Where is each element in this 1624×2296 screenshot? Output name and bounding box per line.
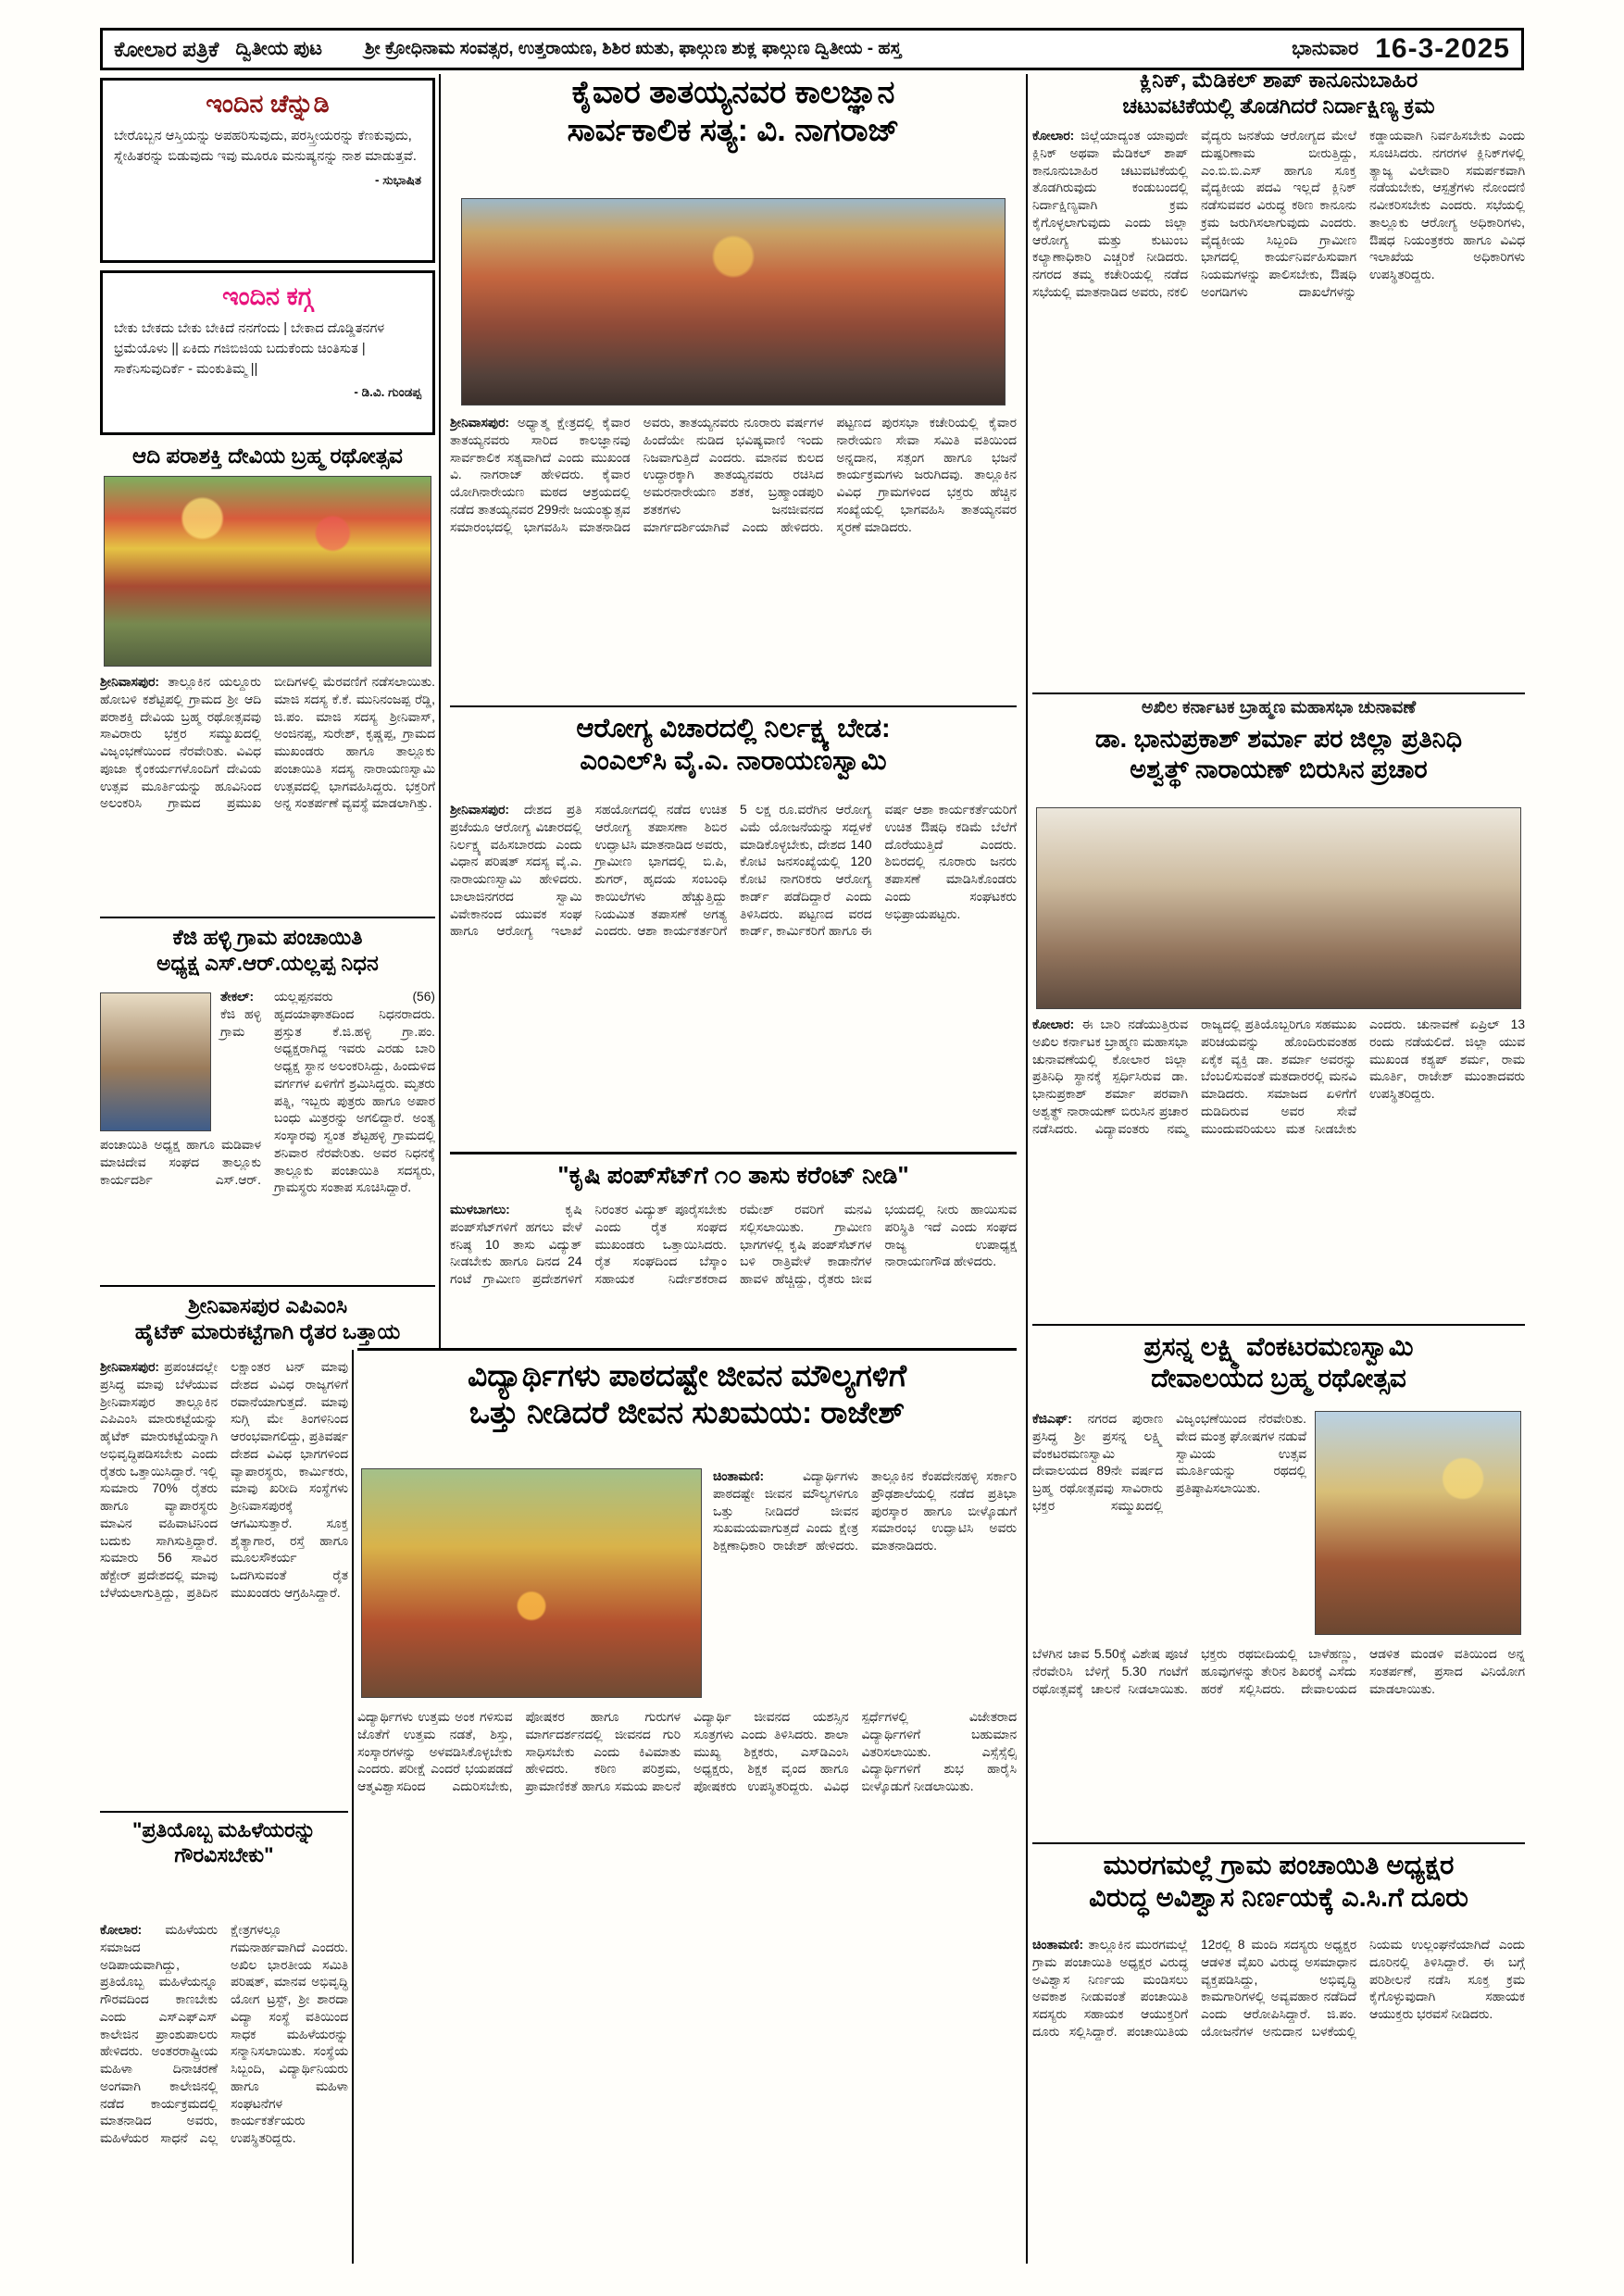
pump-dateline: ಮುಳಬಾಗಲು: <box>450 1203 510 1217</box>
day-label: ಭಾನುವಾರ <box>1292 38 1359 59</box>
students-body-side <box>713 1468 1017 1698</box>
column-divider <box>352 1350 354 2264</box>
paper-name: ಕೋಲಾರ ಪತ್ರಿಕೆ <box>114 36 219 61</box>
sharma-headline-line1: ಡಾ. ಭಾನುಪ್ರಕಾಶ್ ಶರ್ಮಾ ಪರ ಜಿಲ್ಲಾ ಪ್ರತಿನಿಧಿ <box>1094 725 1463 753</box>
women-text: ಮಹಿಳೆಯರು ಸಮಾಜದ ಅಡಿಪಾಯವಾಗಿದ್ದು, ಪ್ರತಿಯೊಬ್ಬ ಮಹಿಳೆಯನ್ನೂ ಗೌರವದಿಂದ ಕಾಣಬೇಕು ಎಂದು ಎಸ್‌ಎಫ್‌ಎಸ್ ಕಾಲೇಜಿನ ಪ್ರಾಂಶುಪಾಲರು ಹೇಳಿದರು. ಅಂತರರಾಷ್ಟ್ರೀಯ ಮಹಿಳಾ ದಿನಾಚರಣೆ ಅಂಗವಾಗಿ ಕಾಲೇಜಿನಲ್ಲಿ ನಡೆದ ಕಾರ್ಯಕ್ರಮದಲ್ಲಿ ಮಾತನಾಡಿದ ಅವರು, ಮಹಿಳೆಯರ ಸಾಧನೆ ಎಲ್ಲ ಕ್ಷೇತ್ರಗಳಲ್ಲೂ ಗಮನಾರ್ಹವಾಗಿದೆ ಎಂದರು. ಅಖಿಲ ಭಾರತೀಯ ಸಮಿತಿ ಪರಿಷತ್, ಮಾನವ ಅಭಿವೃದ್ಧಿ ಯೋಗ ಟ್ರಸ್ಟ್, ಶ್ರೀ ಶಾರದಾ ವಿದ್ಯಾ ಸಂಸ್ಥೆ ವತಿಯಿಂದ ಸಾಧಕ ಮಹಿಳೆಯರನ್ನು ಸನ್ಮಾನಿಸಲಾಯಿತು. ಸಂಸ್ಥೆಯ ಸಿಬ್ಬಂದಿ, ವಿದ್ಯಾರ್ಥಿನಿಯರು ಹಾಗೂ ಮಹಿಳಾ ಸಂಘಟನೆಗಳ ಕಾರ್ಯಕರ್ತೆಯರು ಉಪಸ್ಥಿತರಿದ್ದರು. <box>100 1923 348 2145</box>
kagga-body: ಬೇಕು ಬೇಕದು ಬೇಕು ಬೇಕಿದೆ ನನಗೆಂದು | ಬೇಕಾದ ದೊಡ್ಡಿತನಗಳ ಭ್ರಮೆಯೊಳು || ಏಕಿದು ಗಜಿಬಿಜಿಯ ಬದುಕೆಂದು ಚಿಂತಿಸುತ | ಸಾಕೆನಿಸುವುದಿರ್ಕೆ - ಮಂಕುತಿಮ್ಮ || <box>114 321 385 377</box>
adi-headline: ಆದಿ ಪರಾಶಕ್ತಿ ದೇವಿಯ ಬ್ರಹ್ಮ ರಥೋತ್ಸವ <box>132 443 403 468</box>
pump-headline: "ಕೃಷಿ ಪಂಪ್‌ಸೆಟ್‌ಗೆ ೧೦ ತಾಸು ಕರೆಂಟ್ ನೀಡಿ" <box>557 1161 909 1189</box>
chennudi-title: ಇಂದಿನ ಚೆನ್ನುಡಿ <box>206 90 330 118</box>
health-body <box>450 802 1017 1148</box>
column-divider <box>1026 74 1028 2264</box>
health-dateline: ಶ್ರೀನಿವಾಸಪುರ: <box>450 803 509 817</box>
chennudi-box <box>100 78 435 263</box>
health-headline-line2: ಎಂಎಲ್‌ಸಿ ವೈ.ಎ. ನಾರಾಯಣಸ್ವಾಮಿ <box>580 746 887 777</box>
sharma-body <box>1032 1017 1525 1320</box>
sharma-text: ಈ ಬಾರಿ ನಡೆಯುತ್ತಿರುವ ಅಖಿಲ ಕರ್ನಾಟಕ ಬ್ರಾಹ್ಮಣ ಮಹಾಸಭಾ ಚುನಾವಣೆಯಲ್ಲಿ ಕೋಲಾರ ಜಿಲ್ಲಾ ಪ್ರತಿನಿಧಿ ಸ್ಥಾನಕ್ಕೆ ಸ್ಪರ್ಧಿಸಿರುವ ಡಾ. ಭಾನುಪ್ರಕಾಶ್ ಶರ್ಮಾ ಪರವಾಗಿ ಅಶ್ವತ್ಥ್ ನಾರಾಯಣ್ ಬಿರುಸಿನ ಪ್ರಚಾರ ನಡೆಸಿದರು. ವಿದ್ಯಾವಂತರು ನಮ್ಮ ರಾಜ್ಯದಲ್ಲಿ ಪ್ರತಿಯೊಬ್ಬರಿಗೂ ಸಹಮುಖ ಪರಿಚಯವನ್ನು ಹೊಂದಿರುವಂತಹ ಏಕೈಕ ವ್ಯಕ್ತಿ ಡಾ. ಶರ್ಮಾ ಅವರನ್ನು ಬೆಂಬಲಿಸುವಂತೆ ಮತದಾರರಲ್ಲಿ ಮನವಿ ಮಾಡಿದರು. ಸಮಾಜದ ಏಳಿಗೆಗೆ ದುಡಿದಿರುವ ಅವರ ಸೇವೆ ಮುಂದುವರಿಯಲು ಮತ ನೀಡಬೇಕು ಎಂದರು. ಚುನಾವಣೆ ಏಪ್ರಿಲ್ 13 ರಂದು ನಡೆಯಲಿದೆ. ಜಿಲ್ಲಾ ಯುವ ಮುಖಂಡ ಕಶ್ಯಪ್ ಶರ್ಮ, ರಾಮ ಮೂರ್ತಿ, ರಾಜೇಶ್ ಮುಂತಾದವರು ಉಪಸ್ಥಿತರಿದ್ದರು. <box>1032 1017 1525 1136</box>
muragamalle-headline-line2: ವಿರುದ್ಧ ಅವಿಶ್ವಾಸ ನಿರ್ಣಯಕ್ಕೆ ಎ.ಸಿ.ಗೆ ದೂರು <box>1089 1883 1468 1914</box>
section-rule <box>1032 1324 1525 1326</box>
date-label: 16-3-2025 <box>1375 33 1510 64</box>
students-headline <box>357 1357 1017 1432</box>
rath-festival-photo <box>104 476 431 667</box>
kg-halli-headline-line1: ಕೆಜಿ ಹಳ್ಳಿ ಗ್ರಾಮ ಪಂಚಾಯಿತಿ <box>172 925 363 949</box>
muragamalle-headline-line1: ಮುರಗಮಲ್ಲೆ ಗ್ರಾಮ ಪಂಚಾಯಿತಿ ಅಧ್ಯಕ್ಷರ <box>1103 1851 1455 1880</box>
sharma-dateline: ಕೋಲಾರ: <box>1032 1017 1075 1031</box>
prasanna-headline-line1: ಪ್ರಸನ್ನ ಲಕ್ಷ್ಮಿ ವೆಂಕಟರಮಣಸ್ವಾಮಿ <box>1143 1332 1414 1361</box>
page-label: ದ್ವಿತೀಯ ಪುಟ <box>235 38 322 59</box>
prasanna-dateline: ಕೆಜಿಎಫ್: <box>1032 1412 1072 1426</box>
students-text: ವಿದ್ಯಾರ್ಥಿಗಳು ಉತ್ತಮ ಅಂಕ ಗಳಿಸುವ ಜೊತೆಗೆ ಉತ್ತಮ ನಡತೆ, ಶಿಸ್ತು, ಸಂಸ್ಕಾರಗಳನ್ನು ಅಳವಡಿಸಿಕೊಳ್ಳಬೇಕು ಎಂದರು. ಪರೀಕ್ಷೆ ಎಂದರೆ ಭಯಪಡದೆ ಆತ್ಮವಿಶ್ವಾಸದಿಂದ ಎದುರಿಸಬೇಕು, ಪೋಷಕರ ಹಾಗೂ ಗುರುಗಳ ಮಾರ್ಗದರ್ಶನದಲ್ಲಿ ಜೀವನದ ಗುರಿ ಸಾಧಿಸಬೇಕು ಎಂದು ಕಿವಿಮಾತು ಹೇಳಿದರು. ಕಠಿಣ ಪರಿಶ್ರಮ, ಪ್ರಾಮಾಣಿಕತೆ ಹಾಗೂ ಸಮಯ ಪಾಲನೆ ವಿದ್ಯಾರ್ಥಿ ಜೀವನದ ಯಶಸ್ಸಿನ ಸೂತ್ರಗಳು ಎಂದು ತಿಳಿಸಿದರು. ಶಾಲಾ ಮುಖ್ಯ ಶಿಕ್ಷಕರು, ಎಸ್‌ಡಿಎಂಸಿ ಅಧ್ಯಕ್ಷರು, ಶಿಕ್ಷಕ ವೃಂದ ಹಾಗೂ ಪೋಷಕರು ಉಪಸ್ಥಿತರಿದ್ದರು. ವಿವಿಧ ಸ್ಪರ್ಧೆಗಳಲ್ಲಿ ವಿಜೇತರಾದ ವಿದ್ಯಾರ್ಥಿಗಳಿಗೆ ಬಹುಮಾನ ವಿತರಿಸಲಾಯಿತು. ಎಸ್ಸೆಸ್ಸೆಲ್ಸಿ ವಿದ್ಯಾರ್ಥಿಗಳಿಗೆ ಶುಭ ಹಾರೈಸಿ ಬೀಳ್ಕೊಡುಗೆ ನೀಡಲಾಯಿತು. <box>357 1710 1017 1793</box>
masthead <box>100 28 1524 70</box>
kagga-signature: - ಡಿ.ವಿ. ಗುಂಡಪ್ಪ <box>354 385 421 400</box>
clinic-text: ಜಿಲ್ಲೆಯಾದ್ಯಂತ ಯಾವುದೇ ಕ್ಲಿನಿಕ್ ಅಥವಾ ಮೆಡಿಕಲ್ ಶಾಪ್ ಕಾನೂನುಬಾಹಿರ ಚಟುವಟಿಕೆಯಲ್ಲಿ ತೊಡಗಿರುವುದು ಕಂಡುಬಂದಲ್ಲಿ ನಿರ್ದಾಕ್ಷಿಣ್ಯವಾಗಿ ಕ್ರಮ ಕೈಗೊಳ್ಳಲಾಗುವುದು ಎಂದು ಜಿಲ್ಲಾ ಆರೋಗ್ಯ ಮತ್ತು ಕುಟುಂಬ ಕಲ್ಯಾಣಾಧಿಕಾರಿ ಎಚ್ಚರಿಕೆ ನೀಡಿದರು. ನಗರದ ತಮ್ಮ ಕಚೇರಿಯಲ್ಲಿ ನಡೆದ ಸಭೆಯಲ್ಲಿ ಮಾತನಾಡಿದ ಅವರು, ನಕಲಿ ವೈದ್ಯರು ಜನತೆಯ ಆರೋಗ್ಯದ ಮೇಲೆ ದುಷ್ಪರಿಣಾಮ ಬೀರುತ್ತಿದ್ದು, ಎಂ.ಬಿ.ಬಿ.ಎಸ್ ಹಾಗೂ ಸೂಕ್ತ ವೈದ್ಯಕೀಯ ಪದವಿ ಇಲ್ಲದೆ ಕ್ಲಿನಿಕ್ ನಡೆಸುವವರ ವಿರುದ್ಧ ಕಠಿಣ ಕಾನೂನು ಕ್ರಮ ಜರುಗಿಸಲಾಗುವುದು ಎಂದರು. ವೈದ್ಯಕೀಯ ಸಿಬ್ಬಂದಿ ಗ್ರಾಮೀಣ ಭಾಗದಲ್ಲಿ ಕಾರ್ಯನಿರ್ವಹಿಸುವಾಗ ನಿಯಮಗಳನ್ನು ಪಾಲಿಸಬೇಕು, ಔಷಧಿ ಅಂಗಡಿಗಳು ದಾಖಲೆಗಳನ್ನು ಕಡ್ಡಾಯವಾಗಿ ನಿರ್ವಹಿಸಬೇಕು ಎಂದು ಸೂಚಿಸಿದರು. ನಗರಗಳ ಕ್ಲಿನಿಕ್‌ಗಳಲ್ಲಿ ತ್ಯಾಜ್ಯ ವಿಲೇವಾರಿ ಸಮರ್ಪಕವಾಗಿ ನಡೆಯಬೇಕು, ಆಸ್ಪತ್ರೆಗಳು ನೋಂದಣಿ ನವೀಕರಿಸಬೇಕು ಎಂದರು. ಸಭೆಯಲ್ಲಿ ತಾಲ್ಲೂಕು ಆರೋಗ್ಯ ಅಧಿಕಾರಿಗಳು, ಔಷಧ ನಿಯಂತ್ರಕರು ಹಾಗೂ ವಿವಿಧ ಇಲಾಖೆಯ ಅಧಿಕಾರಿಗಳು ಉಪಸ್ಥಿತರಿದ್ದರು. <box>1032 129 1525 299</box>
prasanna-headline-line2: ದೇವಾಲಯದ ಬ್ರಹ್ಮ ರಥೋತ್ಸವ <box>1151 1364 1406 1393</box>
kagga-box <box>100 270 435 435</box>
section-rule <box>450 705 1017 707</box>
section-rule <box>100 1811 348 1813</box>
kagga-title: ಇಂದಿನ ಕಗ್ಗ <box>222 282 313 310</box>
apmc-headline-line2: ಹೈಟೆಕ್ ಮಾರುಕಟ್ಟೆಗಾಗಿ ರೈತರ ಒತ್ತಾಯ <box>134 1319 401 1344</box>
muragamalle-dateline: ಚಿಂತಾಮಣಿ: <box>1032 1938 1084 1952</box>
prasanna-text: ಬೆಳಗಿನ ಜಾವ 5.50ಕ್ಕೆ ವಿಶೇಷ ಪೂಜೆ ನೆರವೇರಿಸಿ ಬೆಳಿಗ್ಗೆ 5.30 ಗಂಟೆಗೆ ರಥೋತ್ಸವಕ್ಕೆ ಚಾಲನೆ ನೀಡಲಾಯಿತು. ಭಕ್ತರು ರಥಬೀದಿಯಲ್ಲಿ ಬಾಳೆಹಣ್ಣು, ಹೂವುಗಳನ್ನು ತೇರಿನ ಶಿಖರಕ್ಕೆ ಎಸೆದು ಹರಕೆ ಸಲ್ಲಿಸಿದರು. ದೇವಾಲಯದ ಆಡಳಿತ ಮಂಡಳಿ ವತಿಯಿಂದ ಅನ್ನ ಸಂತರ್ಪಣೆ, ಪ್ರಸಾದ ವಿನಿಯೋಗ ಮಾಡಲಾಯಿತು. <box>1032 1647 1525 1696</box>
adi-body <box>100 674 435 913</box>
adi-dateline: ಶ್ರೀನಿವಾಸಪುರ: <box>100 675 159 689</box>
panchanga-line: ಶ್ರೀ ಕ್ರೋಧಿನಾಮ ಸಂವತ್ಸರ, ಉತ್ತರಾಯಣ, ಶಿಶಿರ ಋತು, ಫಾಲ್ಗುಣ ಶುಕ್ಲ ಫಾಲ್ಗುಣ ದ್ವಿತೀಯ - ಹಸ್ತ <box>364 39 902 58</box>
women-dateline: ಕೋಲಾರ: <box>100 1923 143 1937</box>
clinic-headline <box>1032 67 1525 119</box>
lamp-lighting-photo <box>361 1468 702 1698</box>
kaivara-body <box>450 415 1017 700</box>
apmc-body <box>100 1359 348 1805</box>
column-divider <box>439 74 441 1350</box>
kg-halli-headline-line2: ಅಧ್ಯಕ್ಷ ಎಸ್.ಆರ್.ಯಲ್ಲಪ್ಪ ನಿಧನ <box>156 951 379 976</box>
chennudi-body: ಬೇರೊಬ್ಬನ ಆಸ್ತಿಯನ್ನು ಅಪಹರಿಸುವುದು, ಪರಸ್ತ್ರೀಯರನ್ನು ಕೆಣಕುವುದು, ಸ್ನೇಹಿತರನ್ನು ಬಿಡುವುದು ಇವು ಮೂರೂ ಮನುಷ್ಯನನ್ನು ನಾಶ ಮಾಡುತ್ತವೆ. <box>114 129 417 164</box>
prasanna-side-text: ನಗರದ ಪುರಾಣ ಪ್ರಸಿದ್ಧ ಶ್ರೀ ಪ್ರಸನ್ನ ಲಕ್ಷ್ಮಿ ವೆಂಕಟರಮಣಸ್ವಾಮಿ ದೇವಾಲಯದ 89ನೇ ವರ್ಷದ ಬ್ರಹ್ಮ ರಥೋತ್ಸವವು ಸಾವಿರಾರು ಭಕ್ತರ ಸಮ್ಮುಖದಲ್ಲಿ ವಿಜೃಂಭಣೆಯಿಂದ ನೆರವೇರಿತು. ವೇದ ಮಂತ್ರ ಘೋಷಗಳ ನಡುವೆ ಸ್ವಾಮಿಯ ಉತ್ಸವ ಮೂರ್ತಿಯನ್ನು ರಥದಲ್ಲಿ ಪ್ರತಿಷ್ಠಾಪಿಸಲಾಯಿತು. <box>1032 1412 1306 1513</box>
students-headline-line1: ವಿದ್ಯಾರ್ಥಿಗಳು ಪಾಠದಷ್ಟೇ ಜೀವನ ಮೌಲ್ಯಗಳಿಗೆ <box>467 1358 907 1392</box>
pump-body <box>450 1202 1017 1342</box>
prasanna-body-side <box>1032 1411 1306 1639</box>
obituary-portrait-photo <box>100 992 211 1131</box>
adi-text: ತಾಲ್ಲೂಕಿನ ಯಲ್ದೂರು ಹೋಬಳಿ ಕಶೆಟ್ಟಿಪಲ್ಲಿ ಗ್ರಾಮದ ಶ್ರೀ ಆದಿ ಪರಾಶಕ್ತಿ ದೇವಿಯ ಬ್ರಹ್ಮ ರಥೋತ್ಸವವು ಸಾವಿರಾರು ಭಕ್ತರ ಸಮ್ಮುಖದಲ್ಲಿ ವಿಜೃಂಭಣೆಯಿಂದ ನೆರವೇರಿತು. ವಿವಿಧ ಪೂಜಾ ಕೈಂಕರ್ಯಗಳೊಂದಿಗೆ ದೇವಿಯ ಉತ್ಸವ ಮೂರ್ತಿಯನ್ನು ಹೂವಿನಿಂದ ಅಲಂಕರಿಸಿ ಗ್ರಾಮದ ಪ್ರಮುಖ ಬೀದಿಗಳಲ್ಲಿ ಮೆರವಣಿಗೆ ನಡೆಸಲಾಯಿತು. ಮಾಜಿ ಸದಸ್ಯ ಕೆ.ಕೆ. ಮುನಿನಂಜಪ್ಪ ರೆಡ್ಡಿ, ಜಿ.ಪಂ. ಮಾಜಿ ಸದಸ್ಯ ಶ್ರೀನಿವಾಸ್, ಅಂಜಿನಪ್ಪ, ಸುರೇಶ್, ಕೃಷ್ಣಪ್ಪ, ಗ್ರಾಮದ ಮುಖಂಡರು ಹಾಗೂ ತಾಲ್ಲೂಕು ಪಂಚಾಯಿತಿ ಸದಸ್ಯ ನಾರಾಯಣಸ್ವಾಮಿ ಉತ್ಸವದಲ್ಲಿ ಭಾಗವಹಿಸಿದ್ದರು. ಭಕ್ತರಿಗೆ ಅನ್ನ ಸಂತರ್ಪಣೆ ವ್ಯವಸ್ಥೆ ಮಾಡಲಾಗಿತ್ತು. <box>100 675 435 811</box>
clinic-headline-line1: ಕ್ಲಿನಿಕ್, ಮೆಡಿಕಲ್ ಶಾಪ್ ಕಾನೂನುಬಾಹಿರ <box>1139 68 1418 92</box>
women-headline: "ಪ್ರತಿಯೊಬ್ಬ ಮಹಿಳೆಯರನ್ನು ಗೌರವಿಸಬೇಕು" <box>132 1818 316 1866</box>
sharma-strapline: ಅಖಿಲ ಕರ್ನಾಟಕ ಬ್ರಾಹ್ಮಣ ಮಹಾಸಭಾ ಚುನಾವಣೆ <box>1141 698 1417 718</box>
section-rule <box>357 1348 1017 1351</box>
kg-halli-body <box>100 989 435 1281</box>
health-text: ದೇಶದ ಪ್ರತಿ ಪ್ರಜೆಯೂ ಆರೋಗ್ಯ ವಿಚಾರದಲ್ಲಿ ನಿರ್ಲಕ್ಷ್ಯ ವಹಿಸಬಾರದು ಎಂದು ವಿಧಾನ ಪರಿಷತ್ ಸದಸ್ಯ ವೈ.ಎ. ನಾರಾಯಣಸ್ವಾಮಿ ಹೇಳಿದರು. ಬಾಲಾಜಿನಗರದ ಸ್ವಾಮಿ ವಿವೇಕಾನಂದ ಯುವಕ ಸಂಘ ಹಾಗೂ ಆರೋಗ್ಯ ಇಲಾಖೆ ಸಹಯೋಗದಲ್ಲಿ ನಡೆದ ಉಚಿತ ಆರೋಗ್ಯ ತಪಾಸಣಾ ಶಿಬಿರ ಉದ್ಘಾಟಿಸಿ ಮಾತನಾಡಿದ ಅವರು, ಗ್ರಾಮೀಣ ಭಾಗದಲ್ಲಿ ಬಿ.ಪಿ, ಶುಗರ್, ಹೃದಯ ಸಂಬಂಧಿ ಕಾಯಿಲೆಗಳು ಹೆಚ್ಚುತ್ತಿದ್ದು ನಿಯಮಿತ ತಪಾಸಣೆ ಅಗತ್ಯ ಎಂದರು. ಆಶಾ ಕಾರ್ಯಕರ್ತರಿಗೆ 5 ಲಕ್ಷ ರೂ.ವರೆಗಿನ ಆರೋಗ್ಯ ವಿಮೆ ಯೋಜನೆಯನ್ನು ಸದ್ಬಳಕೆ ಮಾಡಿಕೊಳ್ಳಬೇಕು, ದೇಶದ 140 ಕೋಟಿ ಜನಸಂಖ್ಯೆಯಲ್ಲಿ 120 ಕೋಟಿ ನಾಗರಿಕರು ಆರೋಗ್ಯ ಕಾರ್ಡ್ ಪಡೆದಿದ್ದಾರೆ ಎಂದು ತಿಳಿಸಿದರು. ಪಟ್ಟಣದ ವರದ ಕಾರ್ಡ್, ಕಾರ್ಮಿಕರಿಗೆ ಹಾಗೂ ಈ ವರ್ಷ ಆಶಾ ಕಾರ್ಯಕರ್ತೆಯರಿಗೆ ಉಚಿತ ಔಷಧಿ ಕಡಿಮೆ ಬೆಲೆಗೆ ದೊರೆಯುತ್ತಿದೆ ಎಂದರು. ಶಿಬಿರದಲ್ಲಿ ನೂರಾರು ಜನರು ತಪಾಸಣೆ ಮಾಡಿಸಿಕೊಂಡರು ಎಂದು ಸಂಘಟಕರು ಅಭಿಪ್ರಾಯಪಟ್ಟರು. <box>450 803 1017 939</box>
students-dateline: ಚಿಂತಾಮಣಿ: <box>713 1469 765 1483</box>
kaivara-headline-line2: ಸಾರ್ವಕಾಲಿಕ ಸತ್ಯ: ವಿ. ನಾಗರಾಜ್ <box>567 113 900 149</box>
health-headline <box>450 713 1017 779</box>
kg-halli-text: ಕೆಜಿ ಹಳ್ಳಿ ಗ್ರಾಮ ಪಂಚಾಯಿತಿ ಅಧ್ಯಕ್ಷ ಹಾಗೂ ಮಡಿವಾಳ ಮಾಚಿದೇವ ಸಂಘದ ತಾಲ್ಲೂಕು ಕಾರ್ಯದರ್ಶಿ ಎಸ್.ಆರ್. ಯಲ್ಲಪ್ಪನವರು (56) ಹೃದಯಾಘಾತದಿಂದ ನಿಧನರಾದರು. ಪ್ರಸ್ತುತ ಕೆ.ಜಿ.ಹಳ್ಳಿ ಗ್ರಾ.ಪಂ. ಅಧ್ಯಕ್ಷರಾಗಿದ್ದ ಇವರು ಎರಡು ಬಾರಿ ಅಧ್ಯಕ್ಷ ಸ್ಥಾನ ಅಲಂಕರಿಸಿದ್ದು, ಹಿಂದುಳಿದ ವರ್ಗಗಳ ಏಳಿಗೆಗೆ ಶ್ರಮಿಸಿದ್ದರು. ಮೃತರು ಪತ್ನಿ, ಇಬ್ಬರು ಪುತ್ರರು ಹಾಗೂ ಅಪಾರ ಬಂಧು ಮಿತ್ರರನ್ನು ಅಗಲಿದ್ದಾರೆ. ಅಂತ್ಯ ಸಂಸ್ಕಾರವು ಸ್ವಂತ ಶೆಟ್ಟಹಳ್ಳಿ ಗ್ರಾಮದಲ್ಲಿ ಶನಿವಾರ ನೆರವೇರಿತು. ಅವರ ನಿಧನಕ್ಕೆ ತಾಲ್ಲೂಕು ಪಂಚಾಯಿತಿ ಸದಸ್ಯರು, ಗ್ರಾಮಸ್ಥರು ಸಂತಾಪ ಸೂಚಿಸಿದ್ದಾರೆ. <box>100 990 435 1195</box>
students-body <box>357 1709 1017 2263</box>
students-headline-line2: ಒತ್ತು ನೀಡಿದರೆ ಜೀವನ ಸುಖಮಯ: ರಾಜೇಶ್ <box>468 1395 906 1430</box>
section-rule <box>1032 693 1525 694</box>
muragamalle-body <box>1032 1937 1525 2263</box>
women-body <box>100 1922 348 2263</box>
clinic-headline-line2: ಚಟುವಟಿಕೆಯಲ್ಲಿ ತೊಡಗಿದರೆ ನಿರ್ದಾಕ್ಷಿಣ್ಯ ಕ್ರಮ <box>1122 94 1435 119</box>
muragamalle-headline <box>1032 1850 1525 1915</box>
section-rule <box>100 1285 435 1287</box>
section-rule <box>1032 1842 1525 1844</box>
apmc-headline-line1: ಶ್ರೀನಿವಾಸಪುರ ಎಪಿಎಂಸಿ <box>187 1293 348 1317</box>
kg-halli-dateline: ತೇಕಲ್: <box>220 990 255 1004</box>
section-rule <box>100 917 435 918</box>
sharma-headline <box>1032 724 1525 785</box>
kaivara-event-photo <box>461 198 1006 406</box>
prasanna-headline <box>1032 1331 1525 1394</box>
kaivara-dateline: ಶ್ರೀನಿವಾಸಪುರ: <box>450 416 509 430</box>
kaivara-headline-line1: ಕೈವಾರ ತಾತಯ್ಯನವರ ಕಾಲಜ್ಞಾನ <box>571 75 895 110</box>
apmc-text: ಪ್ರಪಂಚದಲ್ಲೇ ಪ್ರಸಿದ್ಧ ಮಾವು ಬೆಳೆಯುವ ಶ್ರೀನಿವಾಸಪುರ ತಾಲ್ಲೂಕಿನ ಎಪಿಎಂಸಿ ಮಾರುಕಟ್ಟೆಯನ್ನು ಹೈಟೆಕ್ ಮಾರುಕಟ್ಟೆಯನ್ನಾಗಿ ಅಭಿವೃದ್ಧಿಪಡಿಸಬೇಕು ಎಂದು ರೈತರು ಒತ್ತಾಯಿಸಿದ್ದಾರೆ. ಇಲ್ಲಿ ಸುಮಾರು 70% ರೈತರು ಹಾಗೂ ವ್ಯಾಪಾರಸ್ಥರು ಮಾವಿನ ವಹಿವಾಟಿನಿಂದ ಬದುಕು ಸಾಗಿಸುತ್ತಿದ್ದಾರೆ. ಸುಮಾರು 56 ಸಾವಿರ ಹೆಕ್ಟೇರ್ ಪ್ರದೇಶದಲ್ಲಿ ಮಾವು ಬೆಳೆಯಲಾಗುತ್ತಿದ್ದು, ಪ್ರತಿದಿನ ಲಕ್ಷಾಂತರ ಟನ್ ಮಾವು ದೇಶದ ವಿವಿಧ ರಾಜ್ಯಗಳಿಗೆ ರವಾನೆಯಾಗುತ್ತದೆ. ಮಾವು ಸುಗ್ಗಿ ಮೇ ತಿಂಗಳಿನಿಂದ ಆರಂಭವಾಗಲಿದ್ದು, ಪ್ರತಿವರ್ಷ ದೇಶದ ವಿವಿಧ ಭಾಗಗಳಿಂದ ವ್ಯಾಪಾರಸ್ಥರು, ಕಾರ್ಮಿಕರು, ಮಾವು ಖರೀದಿ ಸಂಸ್ಥೆಗಳು ಶ್ರೀನಿವಾಸಪುರಕ್ಕೆ ಆಗಮಿಸುತ್ತಾರೆ. ಸೂಕ್ತ ಶೈತ್ಯಾಗಾರ, ರಸ್ತೆ ಹಾಗೂ ಮೂಲಸೌಕರ್ಯ ಒದಗಿಸುವಂತೆ ರೈತ ಮುಖಂಡರು ಆಗ್ರಹಿಸಿದ್ದಾರೆ. <box>100 1360 348 1600</box>
health-headline-line1: ಆರೋಗ್ಯ ವಿಚಾರದಲ್ಲಿ ನಿರ್ಲಕ್ಷ್ಯ ಬೇಡ: <box>576 714 891 743</box>
apmc-dateline: ಶ್ರೀನಿವಾಸಪುರ: <box>100 1360 159 1374</box>
section-rule <box>450 1152 1017 1154</box>
sharma-headline-line2: ಅಶ್ವತ್ಥ್ ನಾರಾಯಣ್ ಬಿರುಸಿನ ಪ್ರಚಾರ <box>1130 755 1428 783</box>
pump-text: ಕೃಷಿ ಪಂಪ್‌ಸೆಟ್‌ಗಳಿಗೆ ಹಗಲು ವೇಳೆ ಕನಿಷ್ಠ 10 ತಾಸು ವಿದ್ಯುತ್ ನೀಡಬೇಕು ಹಾಗೂ ದಿನದ 24 ಗಂಟೆ ಗ್ರಾಮೀಣ ಪ್ರದೇಶಗಳಿಗೆ ನಿರಂತರ ವಿದ್ಯುತ್ ಪೂರೈಸಬೇಕು ಎಂದು ರೈತ ಸಂಘದ ಮುಖಂಡರು ಒತ್ತಾಯಿಸಿದರು. ರೈತ ಸಂಘದಿಂದ ಬೆಸ್ಕಾಂ ಸಹಾಯಕ ನಿರ್ದೇಶಕರಾದ ರಮೇಶ್ ರವರಿಗೆ ಮನವಿ ಸಲ್ಲಿಸಲಾಯಿತು. ಗ್ರಾಮೀಣ ಭಾಗಗಳಲ್ಲಿ ಕೃಷಿ ಪಂಪ್‌ಸೆಟ್‌ಗಳ ಬಳಿ ರಾತ್ರಿವೇಳೆ ಕಾಡಾನೆಗಳ ಹಾವಳಿ ಹೆಚ್ಚಿದ್ದು, ರೈತರು ಜೀವ ಭಯದಲ್ಲಿ ನೀರು ಹಾಯಿಸುವ ಪರಿಸ್ಥಿತಿ ಇದೆ ಎಂದು ಸಂಘದ ರಾಜ್ಯ ಉಪಾಧ್ಯಕ್ಷ ನಾರಾಯಣಗೌಡ ಹೇಳಿದರು. <box>450 1203 1017 1286</box>
muragamalle-text: ತಾಲ್ಲೂಕಿನ ಮುರಗಮಲ್ಲೆ ಗ್ರಾಮ ಪಂಚಾಯಿತಿ ಅಧ್ಯಕ್ಷರ ವಿರುದ್ಧ ಅವಿಶ್ವಾಸ ನಿರ್ಣಯ ಮಂಡಿಸಲು ಅವಕಾಶ ನೀಡುವಂತೆ ಪಂಚಾಯಿತಿ ಸದಸ್ಯರು ಸಹಾಯಕ ಆಯುಕ್ತರಿಗೆ ದೂರು ಸಲ್ಲಿಸಿದ್ದಾರೆ. ಪಂಚಾಯಿತಿಯ 12ರಲ್ಲಿ 8 ಮಂದಿ ಸದಸ್ಯರು ಅಧ್ಯಕ್ಷರ ಆಡಳಿತ ವೈಖರಿ ವಿರುದ್ಧ ಅಸಮಾಧಾನ ವ್ಯಕ್ತಪಡಿಸಿದ್ದು, ಅಭಿವೃದ್ಧಿ ಕಾಮಗಾರಿಗಳಲ್ಲಿ ಅವ್ಯವಹಾರ ನಡೆದಿದೆ ಎಂದು ಆರೋಪಿಸಿದ್ದಾರೆ. ಜಿ.ಪಂ. ಯೋಜನೆಗಳ ಅನುದಾನ ಬಳಕೆಯಲ್ಲಿ ನಿಯಮ ಉಲ್ಲಂಘನೆಯಾಗಿದೆ ಎಂದು ದೂರಿನಲ್ಲಿ ತಿಳಿಸಿದ್ದಾರೆ. ಈ ಬಗ್ಗೆ ಪರಿಶೀಲನೆ ನಡೆಸಿ ಸೂಕ್ತ ಕ್ರಮ ಕೈಗೊಳ್ಳುವುದಾಗಿ ಸಹಾಯಕ ಆಯುಕ್ತರು ಭರವಸೆ ನೀಡಿದರು. <box>1032 1938 1525 2039</box>
kaivara-text: ಅಧ್ಯಾತ್ಮ ಕ್ಷೇತ್ರದಲ್ಲಿ ಕೈವಾರ ತಾತಯ್ಯನವರು ಸಾರಿದ ಕಾಲಜ್ಞಾನವು ಸಾರ್ವಕಾಲಿಕ ಸತ್ಯವಾಗಿದೆ ಎಂದು ಮುಖಂಡ ವಿ. ನಾಗರಾಜ್ ಹೇಳಿದರು. ಕೈವಾರ ಯೋಗಿನಾರೇಯಣ ಮಠದ ಆಶ್ರಯದಲ್ಲಿ ನಡೆದ ತಾತಯ್ಯನವರ 299ನೇ ಜಯಂತ್ಯುತ್ಸವ ಸಮಾರಂಭದಲ್ಲಿ ಭಾಗವಹಿಸಿ ಮಾತನಾಡಿದ ಅವರು, ತಾತಯ್ಯನವರು ನೂರಾರು ವರ್ಷಗಳ ಹಿಂದೆಯೇ ನುಡಿದ ಭವಿಷ್ಯವಾಣಿ ಇಂದು ನಿಜವಾಗುತ್ತಿದೆ ಎಂದರು. ಮಾನವ ಕುಲದ ಉದ್ಧಾರಕ್ಕಾಗಿ ತಾತಯ್ಯನವರು ರಚಿಸಿದ ಅಮರನಾರೇಯಣ ಶತಕ, ಬ್ರಹ್ಮಾಂಡಪುರಿ ಶತಕಗಳು ಜನಜೀವನದ ಮಾರ್ಗದರ್ಶಿಯಾಗಿವೆ ಎಂದು ಹೇಳಿದರು. ಪಟ್ಟಣದ ಪುರಸಭಾ ಕಚೇರಿಯಲ್ಲಿ ಕೈವಾರ ನಾರೇಯಣ ಸೇವಾ ಸಮಿತಿ ವತಿಯಿಂದ ಅನ್ನದಾನ, ಸತ್ಸಂಗ ಹಾಗೂ ಭಜನೆ ಕಾರ್ಯಕ್ರಮಗಳು ಜರುಗಿದವು. ತಾಲ್ಲೂಕಿನ ವಿವಿಧ ಗ್ರಾಮಗಳಿಂದ ಭಕ್ತರು ಹೆಚ್ಚಿನ ಸಂಖ್ಯೆಯಲ್ಲಿ ಭಾಗವಹಿಸಿ ತಾತಯ್ಯನವರ ಸ್ಮರಣೆ ಮಾಡಿದರು. <box>450 416 1017 534</box>
prasanna-body <box>1032 1646 1525 1837</box>
apmc-headline <box>100 1292 435 1344</box>
kaivara-headline <box>450 74 1017 151</box>
clinic-dateline: ಕೋಲಾರ: <box>1032 129 1075 143</box>
chariot-festival-photo <box>1315 1411 1521 1635</box>
clinic-body <box>1032 128 1525 689</box>
chennudi-signature: - ಸುಭಾಷಿತ <box>374 172 421 187</box>
kg-halli-headline <box>100 924 435 976</box>
students-side-text: ವಿದ್ಯಾರ್ಥಿಗಳು ಪಾಠದಷ್ಟೇ ಜೀವನ ಮೌಲ್ಯಗಳಿಗೂ ಒತ್ತು ನೀಡಿದರೆ ಜೀವನ ಸುಖಮಯವಾಗುತ್ತದೆ ಎಂದು ಕ್ಷೇತ್ರ ಶಿಕ್ಷಣಾಧಿಕಾರಿ ರಾಜೇಶ್ ಹೇಳಿದರು. ತಾಲ್ಲೂಕಿನ ಕೆಂಪದೇನಹಳ್ಳಿ ಸರ್ಕಾರಿ ಪ್ರೌಢಶಾಲೆಯಲ್ಲಿ ನಡೆದ ಪ್ರತಿಭಾ ಪುರಸ್ಕಾರ ಹಾಗೂ ಬೀಳ್ಕೊಡುಗೆ ಸಮಾರಂಭ ಉದ್ಘಾಟಿಸಿ ಅವರು ಮಾತನಾಡಿದರು. <box>713 1469 1017 1553</box>
campaign-group-photo <box>1036 807 1521 1009</box>
